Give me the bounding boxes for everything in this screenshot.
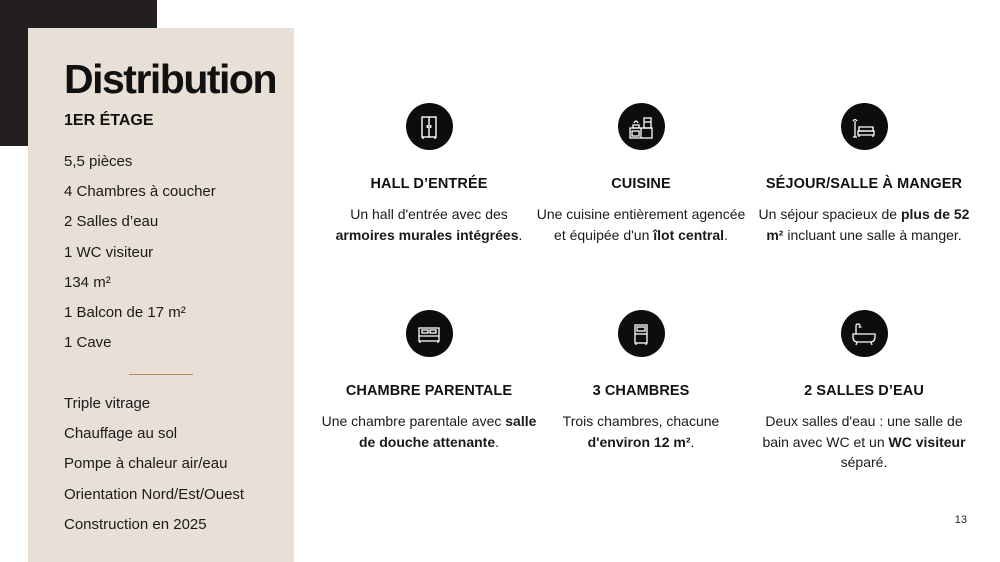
feature-description — [754, 411, 974, 473]
wardrobe-icon — [406, 103, 453, 150]
feature-title: SÉJOUR/SALLE À MANGER — [765, 176, 963, 192]
feature-description — [531, 411, 751, 452]
fact-item: 1 WC visiteur — [64, 243, 154, 261]
divider — [129, 374, 193, 375]
fact-item: Chauffage au sol — [64, 425, 178, 443]
single-bed-icon — [618, 310, 665, 357]
highlight-text: armoires murales intégrées — [335, 226, 519, 243]
description-text: . — [495, 433, 500, 450]
description-text: Une chambre parentale avec — [321, 413, 506, 429]
feature-description — [319, 411, 539, 452]
double-bed-icon — [406, 310, 453, 357]
description-text: Une cuisine entièrement agencée et équipée d'un — [536, 206, 746, 243]
feature-description — [319, 204, 539, 245]
description-text: Trois chambres, chacune — [562, 413, 720, 429]
description-text: Un séjour spacieux de — [758, 206, 901, 222]
feature-description — [754, 204, 974, 245]
page-number: 13 — [954, 514, 967, 526]
fact-item: Construction en 2025 — [64, 515, 207, 533]
description-text: Deux salles d'eau : une salle de bain avec WC et un — [762, 413, 963, 450]
description-text: Un hall d'entrée avec des — [350, 206, 508, 222]
kitchen-icon — [618, 103, 665, 150]
highlight-text: d'environ 12 m² — [587, 433, 691, 450]
facts-list-top — [64, 152, 216, 363]
fact-item: 5,5 pièces — [64, 153, 133, 170]
feature-bedrooms — [531, 310, 751, 452]
feature-bathrooms — [754, 310, 974, 473]
description-text: incluant une salle à manger. — [783, 226, 962, 243]
floor-subtitle: 1ER ÉTAGE — [64, 112, 154, 129]
fact-item: Pompe à chaleur air/eau — [64, 455, 228, 473]
feature-title: CHAMBRE PARENTALE — [345, 383, 513, 399]
description-text: . — [518, 226, 523, 243]
page-title: Distribution — [64, 56, 277, 102]
feature-title: HALL D’ENTRÉE — [370, 176, 488, 192]
highlight-text: îlot central — [653, 226, 725, 243]
description-text: séparé. — [840, 454, 888, 470]
feature-kitchen — [531, 103, 751, 245]
bathtub-icon — [841, 310, 888, 357]
highlight-text: WC visiteur — [888, 433, 966, 450]
feature-living-room — [754, 103, 974, 245]
feature-master-bedroom — [319, 310, 539, 452]
feature-title: CUISINE — [611, 176, 671, 192]
feature-hall — [319, 103, 539, 245]
living-room-icon — [841, 103, 888, 150]
facts-list-bottom — [64, 394, 244, 545]
fact-item: Triple vitrage — [64, 395, 151, 412]
fact-item: 1 Cave — [64, 334, 112, 352]
fact-item: Orientation Nord/Est/Ouest — [64, 485, 245, 503]
fact-item: 134 m² — [64, 273, 111, 291]
fact-item: 1 Balcon de 17 m² — [64, 303, 186, 321]
description-text: . — [724, 226, 728, 243]
feature-description — [531, 204, 751, 245]
fact-item: 4 Chambres à coucher — [64, 183, 216, 201]
fact-item: 2 Salles d’eau — [64, 213, 159, 231]
highlight-text: plus de 52 m² — [766, 206, 970, 243]
feature-title: 3 CHAMBRES — [592, 383, 690, 399]
highlight-text: salle de douche attenante — [358, 413, 537, 450]
description-text: . — [690, 433, 695, 450]
feature-title: 2 SALLES D’EAU — [804, 383, 924, 399]
